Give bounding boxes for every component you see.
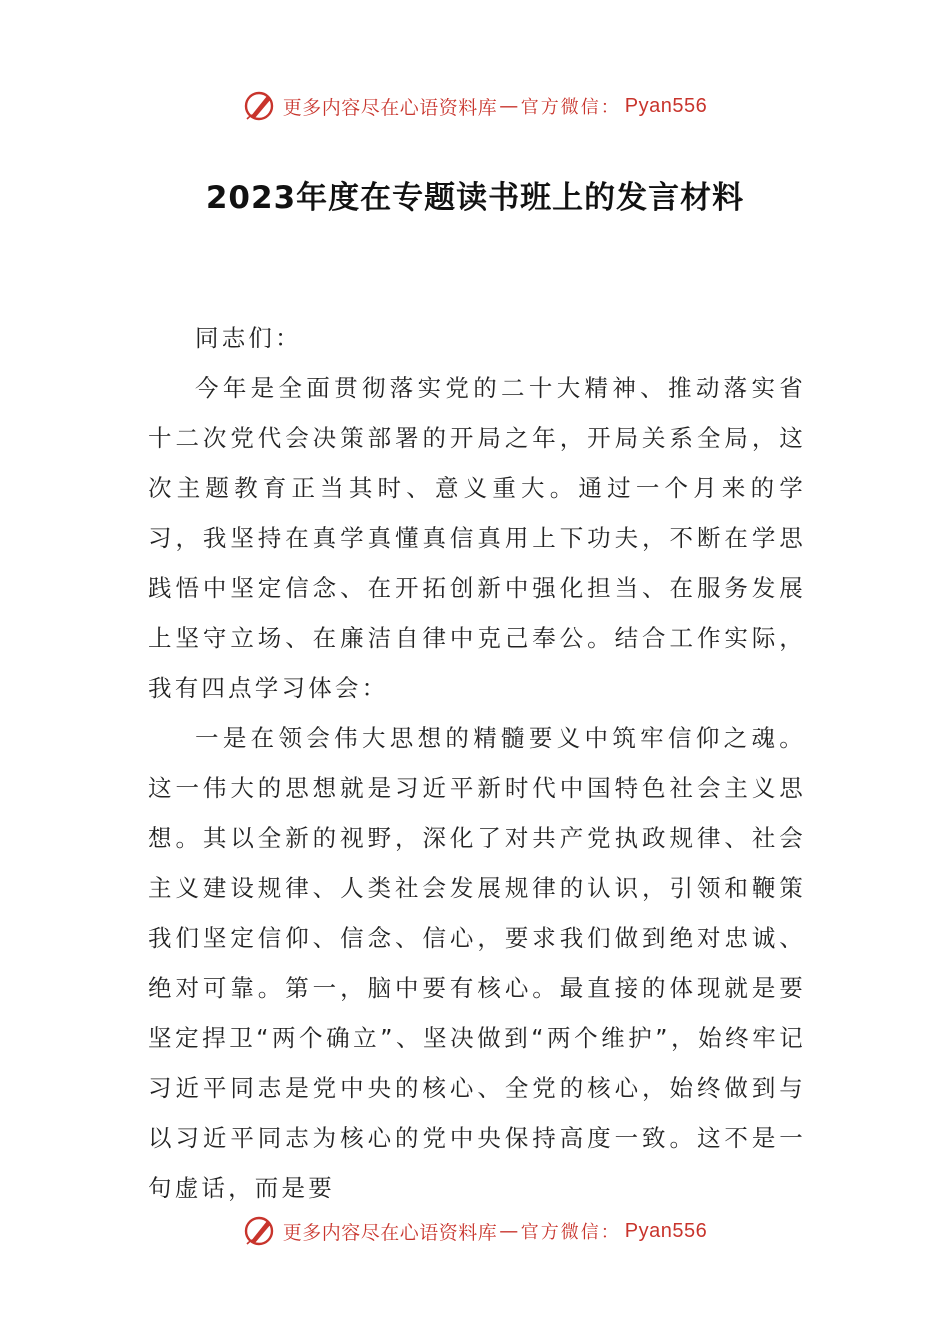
salutation-paragraph: 同志们： — [195, 324, 302, 352]
footer-watermark-banner — [0, 1211, 950, 1251]
header-watermark-banner — [0, 86, 950, 126]
banner-wechat-id: Pyan556 — [624, 1219, 708, 1242]
banner-separator: — — [499, 95, 519, 117]
document-body — [148, 313, 806, 1213]
banner-wechat-id: Pyan556 — [624, 94, 708, 117]
banner-slogan: 更多内容尽在心语资料库 — [282, 96, 498, 119]
pen-nib-circle-icon — [243, 1214, 277, 1248]
banner-wechat-label: 官方微信： — [520, 97, 621, 118]
banner-separator: — — [499, 1220, 519, 1242]
intro-paragraph: 今年是全面贯彻落实党的二十大精神、推动落实省十二次党代会决策部署的开局之年，开局关系全局，这次主题教育正当其时、意义重大。通过一个月来的学习，我坚持在真学真懂真信真用上下功夫，不断在学思践悟中坚定信念、在开拓创新中强化担当、在服务发展上坚守立场、在廉洁自律中克己奉公。结合工作实际，我有四点学习体会： — [148, 374, 806, 702]
point-one-paragraph: 一是在领会伟大思想的精髓要义中筑牢信仰之魂。这一伟大的思想就是习近平新时代中国特色社会主义思想。其以全新的视野，深化了对共产党执政规律、社会主义建设规律、人类社会发展规律的认识，引领和鞭策我们坚定信仰、信念、信心，要求我们做到绝对忠诚、绝对可靠。第一，脑中要有核心。最直接的体现就是要坚定捍卫“两个确立”、坚决做到“两个维护”，始终牢记习近平同志是党中央的核心、全党的核心，始终做到与以习近平同志为核心的党中央保持高度一致。这不是一句虚话，而是要 — [148, 724, 806, 1202]
banner-wechat-label: 官方微信： — [520, 1222, 621, 1243]
document-title: 2023年度在专题读书班上的发言材料 — [205, 180, 745, 216]
pen-nib-circle-icon — [243, 89, 277, 123]
banner-slogan: 更多内容尽在心语资料库 — [282, 1221, 498, 1244]
